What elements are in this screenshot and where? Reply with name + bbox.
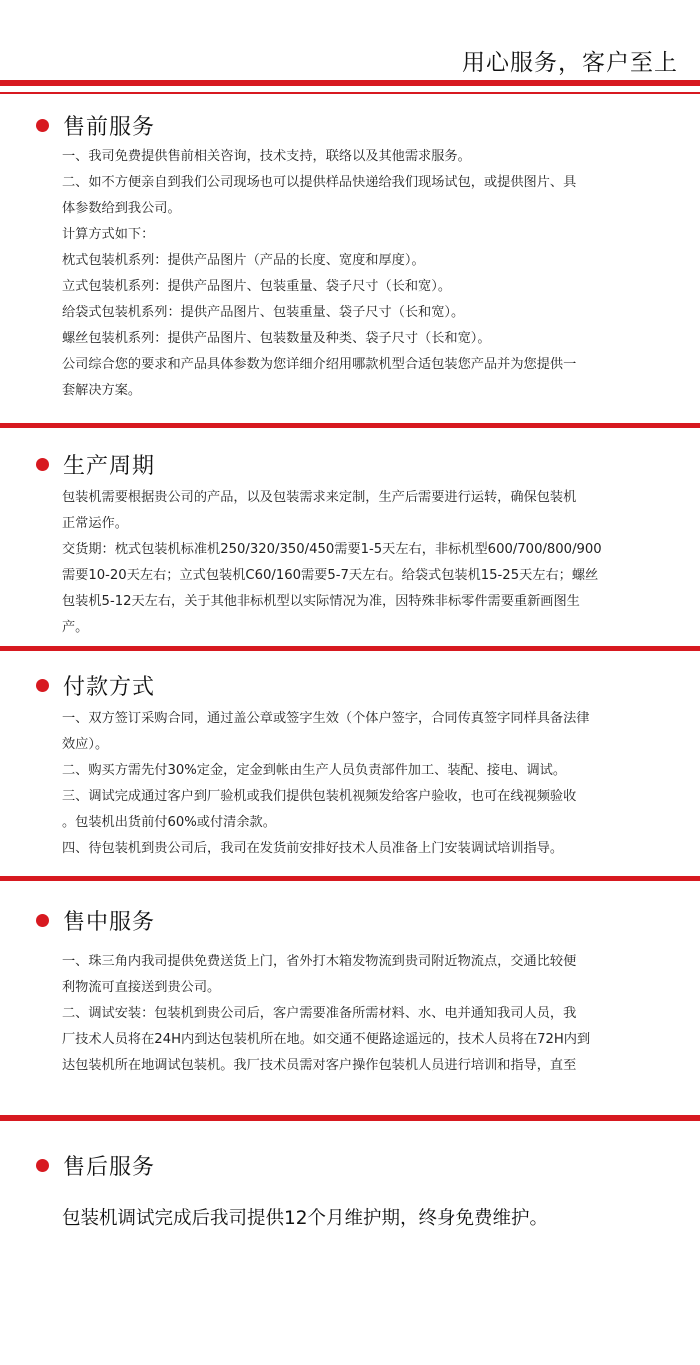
text-line: 一、珠三角内我司提供免费送货上门，省外打木箱发物流到贵司附近物流点，交通比较便 xyxy=(62,954,577,969)
section-divider xyxy=(0,423,700,428)
text-line: 立式包装机系列：提供产品图片、包装重量、袋子尺寸（长和宽）。 xyxy=(62,279,452,294)
header-divider xyxy=(0,80,700,86)
text-line: 。包装机出货前付60%或付清余款。 xyxy=(62,815,276,830)
bullet-dot-icon xyxy=(36,119,49,132)
bullet-dot-icon xyxy=(36,1159,49,1172)
section-body xyxy=(62,706,662,862)
text-line: 包装机5-12天左右，关于其他非标机型以实际情况为准，因特殊非标零件需要重新画图生 xyxy=(62,594,580,609)
text-line: 包装机需要根据贵公司的产品，以及包装需求来定制，生产后需要进行运转，确保包装机 xyxy=(62,490,577,505)
text-line: 利物流可直接送到贵公司。 xyxy=(62,980,221,995)
text-line: 一、双方签订采购合同，通过盖公章或签字生效（个体户签字，合同传真签字同样具备法律 xyxy=(62,711,590,726)
bullet-dot-icon xyxy=(36,679,49,692)
section-title: 售前服务 xyxy=(63,114,156,140)
text-line: 需要10-20天左右；立式包装机C60/160需要5-7天左右。给袋式包装机15-25天左右；螺丝 xyxy=(62,568,599,583)
section-body xyxy=(62,949,662,1079)
text-line: 厂技术人员将在24H内到达包装机所在地。如交通不便路途遥远的，技术人员将在72H内到 xyxy=(62,1032,591,1047)
header-divider-thin xyxy=(0,92,700,94)
section-title: 售后服务 xyxy=(63,1154,156,1180)
text-line: 三、调试完成通过客户到厂验机或我们提供包装机视频发给客户验收，也可在线视频验收 xyxy=(62,789,577,804)
text-line: 四、待包装机到贵公司后，我司在发货前安排好技术人员准备上门安装调试培训指导。 xyxy=(62,841,564,856)
section-title: 售中服务 xyxy=(63,909,156,935)
section-title: 生产周期 xyxy=(63,453,156,479)
text-line: 给袋式包装机系列：提供产品图片、包装重量、袋子尺寸（长和宽）。 xyxy=(62,305,465,320)
text-line: 体参数给到我公司。 xyxy=(62,201,181,216)
text-line: 交货期：枕式包装机标准机250/320/350/450需要1-5天左右，非标机型600/700/800/900 xyxy=(62,542,602,557)
text-line: 包装机调试完成后我司提供12个月维护期，终身免费维护。 xyxy=(62,1208,549,1229)
text-line: 计算方式如下： xyxy=(62,227,155,242)
text-line: 二、调试安装：包装机到贵公司后，客户需要准备所需材料、水、电并通知我司人员，我 xyxy=(62,1006,577,1021)
section-body xyxy=(62,1204,662,1234)
section-heading xyxy=(36,110,155,140)
text-line: 枕式包装机系列：提供产品图片（产品的长度、宽度和厚度）。 xyxy=(62,253,425,268)
text-line: 效应）。 xyxy=(62,737,109,752)
section-heading xyxy=(36,449,155,479)
text-line: 正常运作。 xyxy=(62,516,128,531)
text-line: 螺丝包装机系列：提供产品图片、包装数量及种类、袋子尺寸（长和宽）。 xyxy=(62,331,491,346)
text-line: 二、如不方便亲自到我们公司现场也可以提供样品快递给我们现场试包，或提供图片、具 xyxy=(62,175,577,190)
section-heading xyxy=(36,1150,155,1180)
section-body xyxy=(62,144,662,404)
bullet-dot-icon xyxy=(36,458,49,471)
text-line: 公司综合您的要求和产品具体参数为您详细介绍用哪款机型合适包装您产品并为您提供一 xyxy=(62,357,577,372)
text-line: 套解决方案。 xyxy=(62,383,142,398)
text-line: 达包装机所在地调试包装机。我厂技术员需对客户操作包装机人员进行培训和指导，直至 xyxy=(62,1058,577,1073)
section-divider xyxy=(0,876,700,881)
section-body xyxy=(62,485,662,641)
section-heading xyxy=(36,670,155,700)
section-title: 付款方式 xyxy=(63,674,156,700)
header-slogan: 用心服务，客户至上 xyxy=(462,50,678,76)
section-heading xyxy=(36,905,155,935)
bullet-dot-icon xyxy=(36,914,49,927)
text-line: 二、购买方需先付30%定金，定金到帐由生产人员负责部件加工、装配、接电、调试。 xyxy=(62,763,567,778)
text-line: 产。 xyxy=(62,620,89,635)
text-line: 一、我司免费提供售前相关咨询，技术支持，联络以及其他需求服务。 xyxy=(62,149,471,164)
section-divider xyxy=(0,1115,700,1121)
section-divider xyxy=(0,646,700,651)
